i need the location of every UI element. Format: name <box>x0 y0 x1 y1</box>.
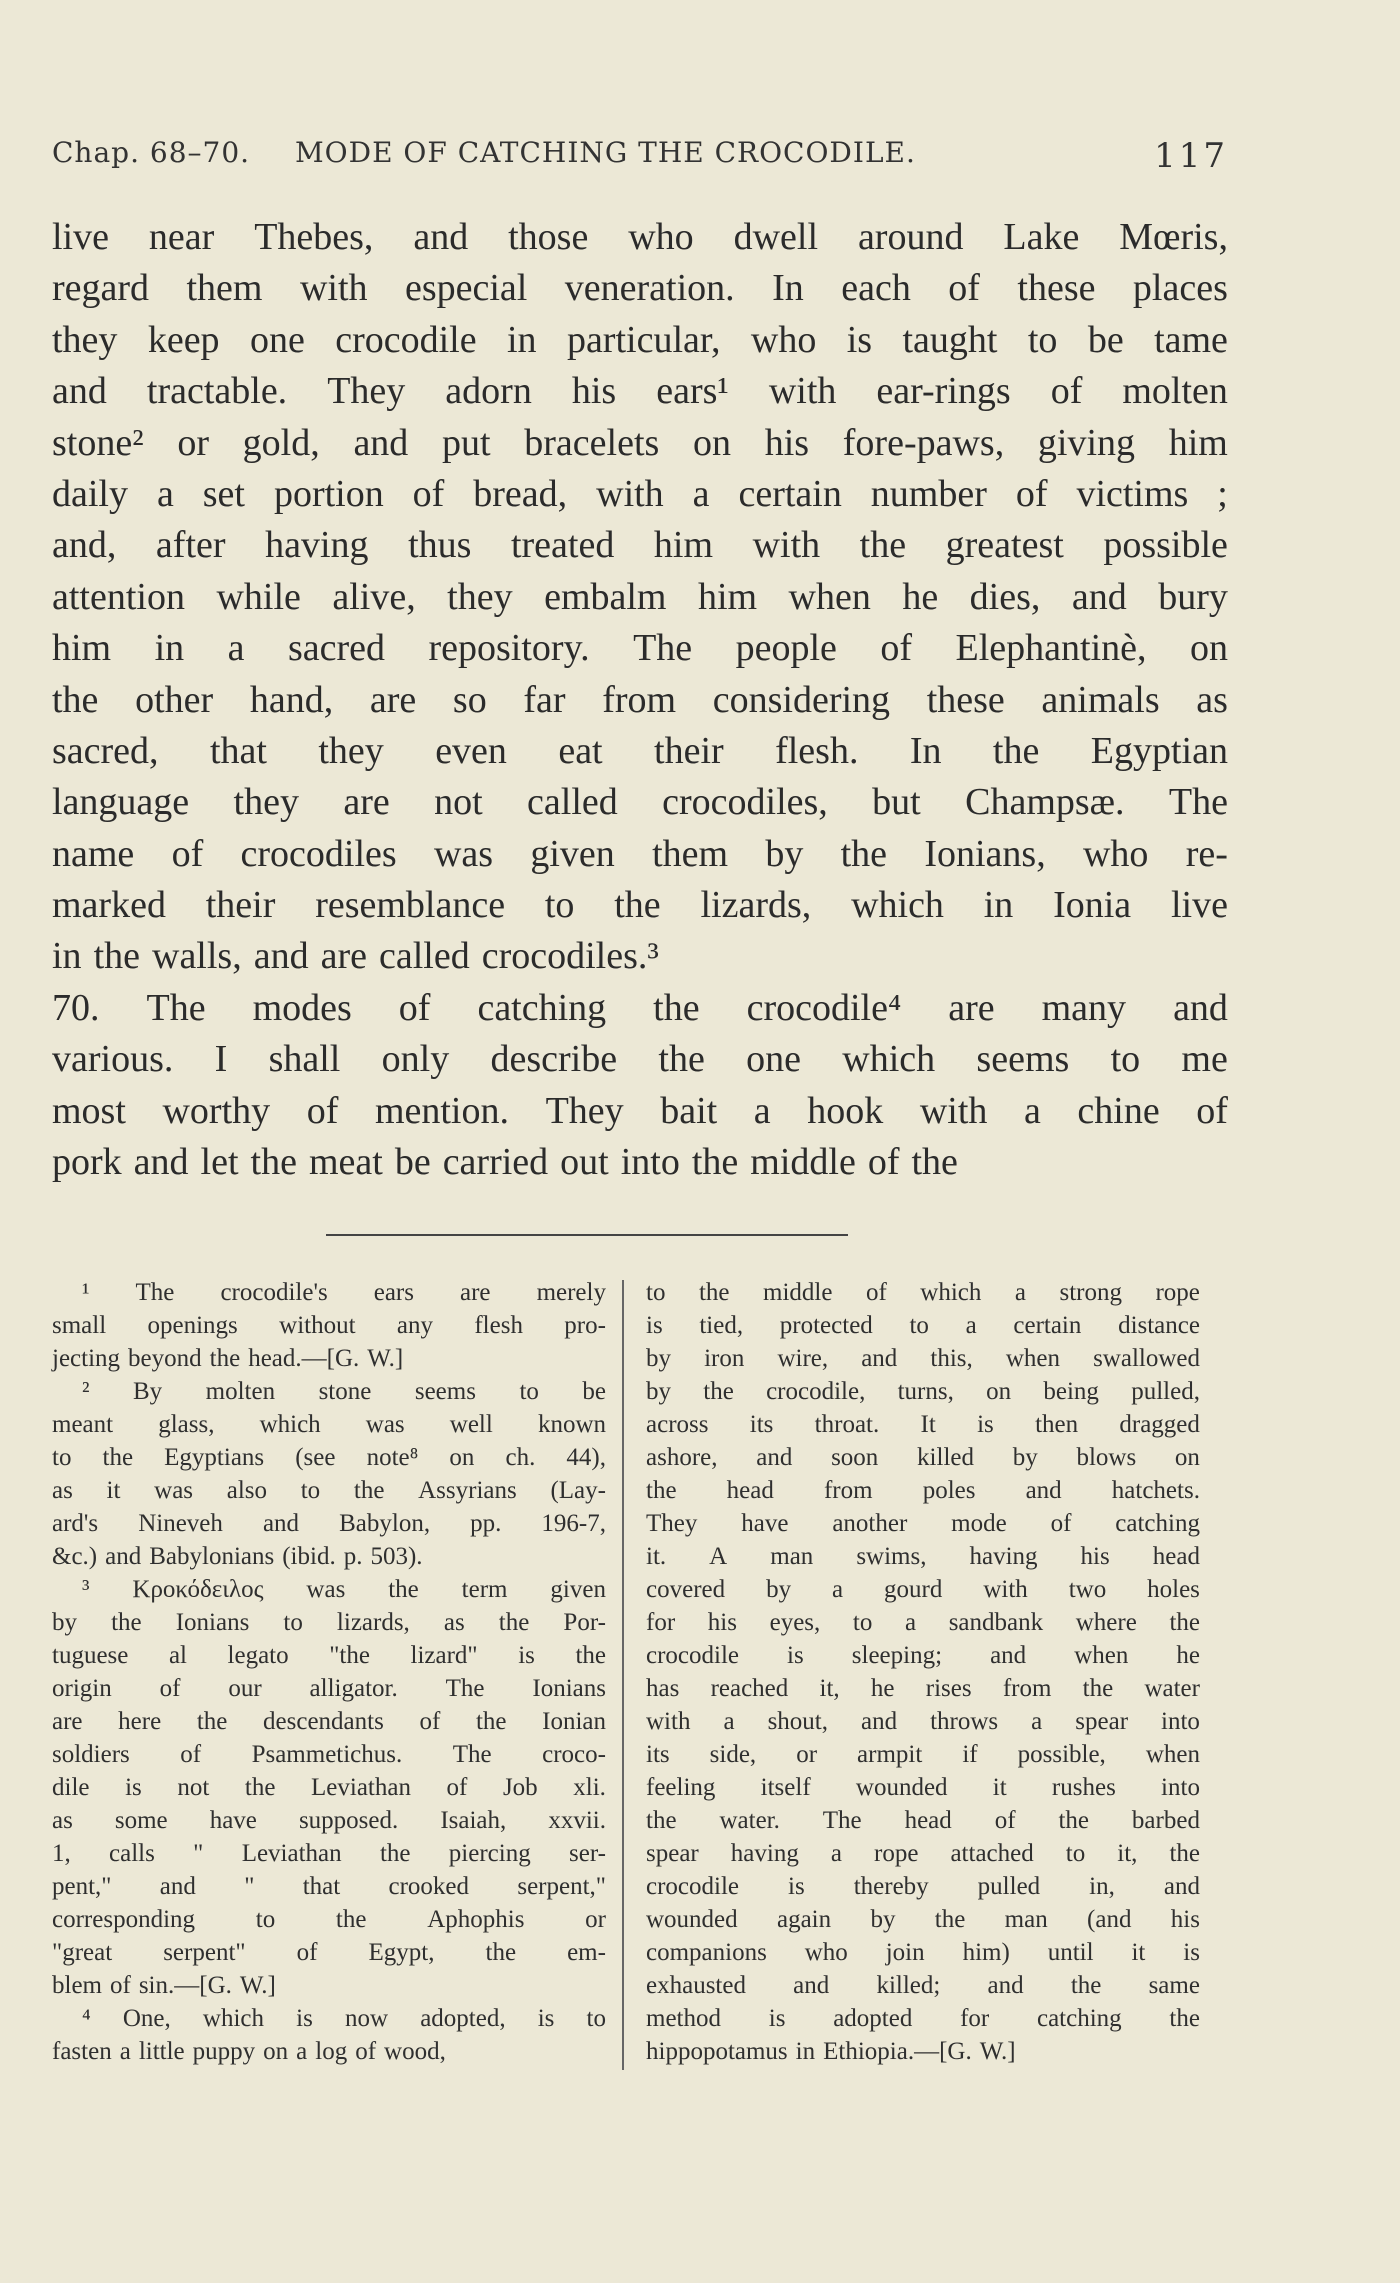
footnote-line: "great serpent" of Egypt, the em- <box>52 1939 606 1966</box>
footnote-line: with a shout, and throws a spear into <box>646 1708 1200 1735</box>
footnote-line: is tied, protected to a certain distance <box>646 1312 1200 1339</box>
text-line: in the walls, and are called crocodiles.³ <box>52 935 659 978</box>
text-line: most worthy of mention. They bait a hook with a chine of <box>52 1089 1228 1132</box>
footnote-line: has reached it, he rises from the water <box>646 1675 1200 1702</box>
footnote-line: companions who join him) until it is <box>646 1939 1200 1966</box>
footnote-line: pent," and " that crooked serpent," <box>52 1873 606 1900</box>
footnote-line: for his eyes, to a sandbank where the <box>646 1609 1200 1636</box>
footnotes-left-column <box>52 1276 606 2068</box>
footnote-line: wounded again by the man (and his <box>646 1906 1200 1933</box>
footnote-line: ² By molten stone seems to be <box>82 1378 606 1405</box>
footnote-line: by the Ionians to lizards, as the Por- <box>52 1609 606 1636</box>
footnote-line: are here the descendants of the Ionian <box>52 1708 606 1735</box>
text-line: 70. The modes of catching the crocodile⁴ are many and <box>52 986 1228 1029</box>
footnote-line: method is adopted for catching the <box>646 2005 1200 2032</box>
footnote-line: origin of our alligator. The Ionians <box>52 1675 606 1702</box>
footnote-line: blem of sin.—[G. W.] <box>52 1972 276 1999</box>
footnote-line: meant glass, which was well known <box>52 1411 606 1438</box>
text-line: him in a sacred repository. The people of Elephantinè, on <box>52 627 1228 670</box>
main-text-body <box>52 212 1228 1188</box>
text-line: sacred, that they even eat their flesh. In the Egyptian <box>52 729 1228 772</box>
footnote-separator-rule <box>326 1234 848 1236</box>
running-title: MODE OF CATCHING THE CROCODILE. <box>295 136 916 169</box>
footnote-line: hippopotamus in Ethiopia.—[G. W.] <box>646 2038 1016 2065</box>
text-line: daily a set portion of bread, with a certain number of victims ; <box>52 472 1228 515</box>
footnote-line: its side, or armpit if possible, when <box>646 1741 1200 1768</box>
footnote-line: ³ Κροκόδειλος was the term given <box>82 1576 606 1603</box>
text-line: regard them with especial veneration. In each of these places <box>52 267 1228 310</box>
footnote-line: corresponding to the Aphophis or <box>52 1906 606 1933</box>
footnotes-right-column <box>646 1276 1200 2068</box>
page-number: 117 <box>1154 136 1228 176</box>
footnote-line: crocodile is thereby pulled in, and <box>646 1873 1200 1900</box>
footnote-line: They have another mode of catching <box>646 1510 1200 1537</box>
footnote-line: exhausted and killed; and the same <box>646 1972 1200 1999</box>
chapter-reference: Chap. 68–70. <box>52 136 251 169</box>
footnote-line: the water. The head of the barbed <box>646 1807 1200 1834</box>
text-line: pork and let the meat be carried out into the middle of the <box>52 1141 958 1184</box>
text-line: and tractable. They adorn his ears¹ with ear-rings of molten <box>52 370 1228 413</box>
footnote-line: fasten a little puppy on a log of wood, <box>52 2038 446 2065</box>
footnote-line: jecting beyond the head.—[G. W.] <box>52 1345 404 1372</box>
footnote-line: spear having a rope attached to it, the <box>646 1840 1200 1867</box>
footnote-line: by iron wire, and this, when swallowed <box>646 1345 1200 1372</box>
text-line: they keep one crocodile in particular, who is taught to be tame <box>52 318 1228 361</box>
text-line: and, after having thus treated him with the greatest possible <box>52 524 1228 567</box>
text-line: stone² or gold, and put bracelets on his fore-paws, giving him <box>52 421 1228 464</box>
footnote-line: as it was also to the Assyrians (Lay- <box>52 1477 606 1504</box>
footnote-line: dile is not the Leviathan of Job xli. <box>52 1774 606 1801</box>
footnote-line: as some have supposed. Isaiah, xxvii. <box>52 1807 606 1834</box>
text-line: marked their resemblance to the lizards, which in Ionia live <box>52 884 1228 927</box>
footnote-line: across its throat. It is then dragged <box>646 1411 1200 1438</box>
footnote-line: to the middle of which a strong rope <box>646 1279 1200 1306</box>
footnote-line: soldiers of Psammetichus. The croco- <box>52 1741 606 1768</box>
text-line: the other hand, are so far from considering these animals as <box>52 678 1228 721</box>
running-header <box>52 136 1228 176</box>
text-line: name of crocodiles was given them by the Ionians, who re- <box>52 832 1228 875</box>
footnote-line: &c.) and Babylonians (ibid. p. 503). <box>52 1543 423 1570</box>
text-line: various. I shall only describe the one which seems to me <box>52 1038 1228 1081</box>
footnote-line: feeling itself wounded it rushes into <box>646 1774 1200 1801</box>
text-line: attention while alive, they embalm him when he dies, and bury <box>52 575 1228 618</box>
footnote-line: tuguese al legato "the lizard" is the <box>52 1642 606 1669</box>
footnote-line: the head from poles and hatchets. <box>646 1477 1200 1504</box>
footnote-line: crocodile is sleeping; and when he <box>646 1642 1200 1669</box>
text-line: live near Thebes, and those who dwell around Lake Mœris, <box>52 216 1228 258</box>
text-line: language they are not called crocodiles, but Champsæ. The <box>52 781 1228 824</box>
footnote-line: by the crocodile, turns, on being pulled, <box>646 1378 1200 1405</box>
footnote-line: ashore, and soon killed by blows on <box>646 1444 1200 1471</box>
footnote-line: ¹ The crocodile's ears are merely <box>82 1279 606 1306</box>
footnote-line: it. A man swims, having his head <box>646 1543 1200 1570</box>
footnote-line: ⁴ One, which is now adopted, is to <box>82 2005 606 2032</box>
footnote-line: ard's Nineveh and Babylon, pp. 196-7, <box>52 1510 606 1537</box>
column-divider <box>622 1280 624 2070</box>
footnote-line: 1, calls " Leviathan the piercing ser- <box>52 1840 606 1867</box>
footnote-line: covered by a gourd with two holes <box>646 1576 1200 1603</box>
footnote-line: to the Egyptians (see note⁸ on ch. 44), <box>52 1444 606 1471</box>
footnote-line: small openings without any flesh pro- <box>52 1312 606 1339</box>
